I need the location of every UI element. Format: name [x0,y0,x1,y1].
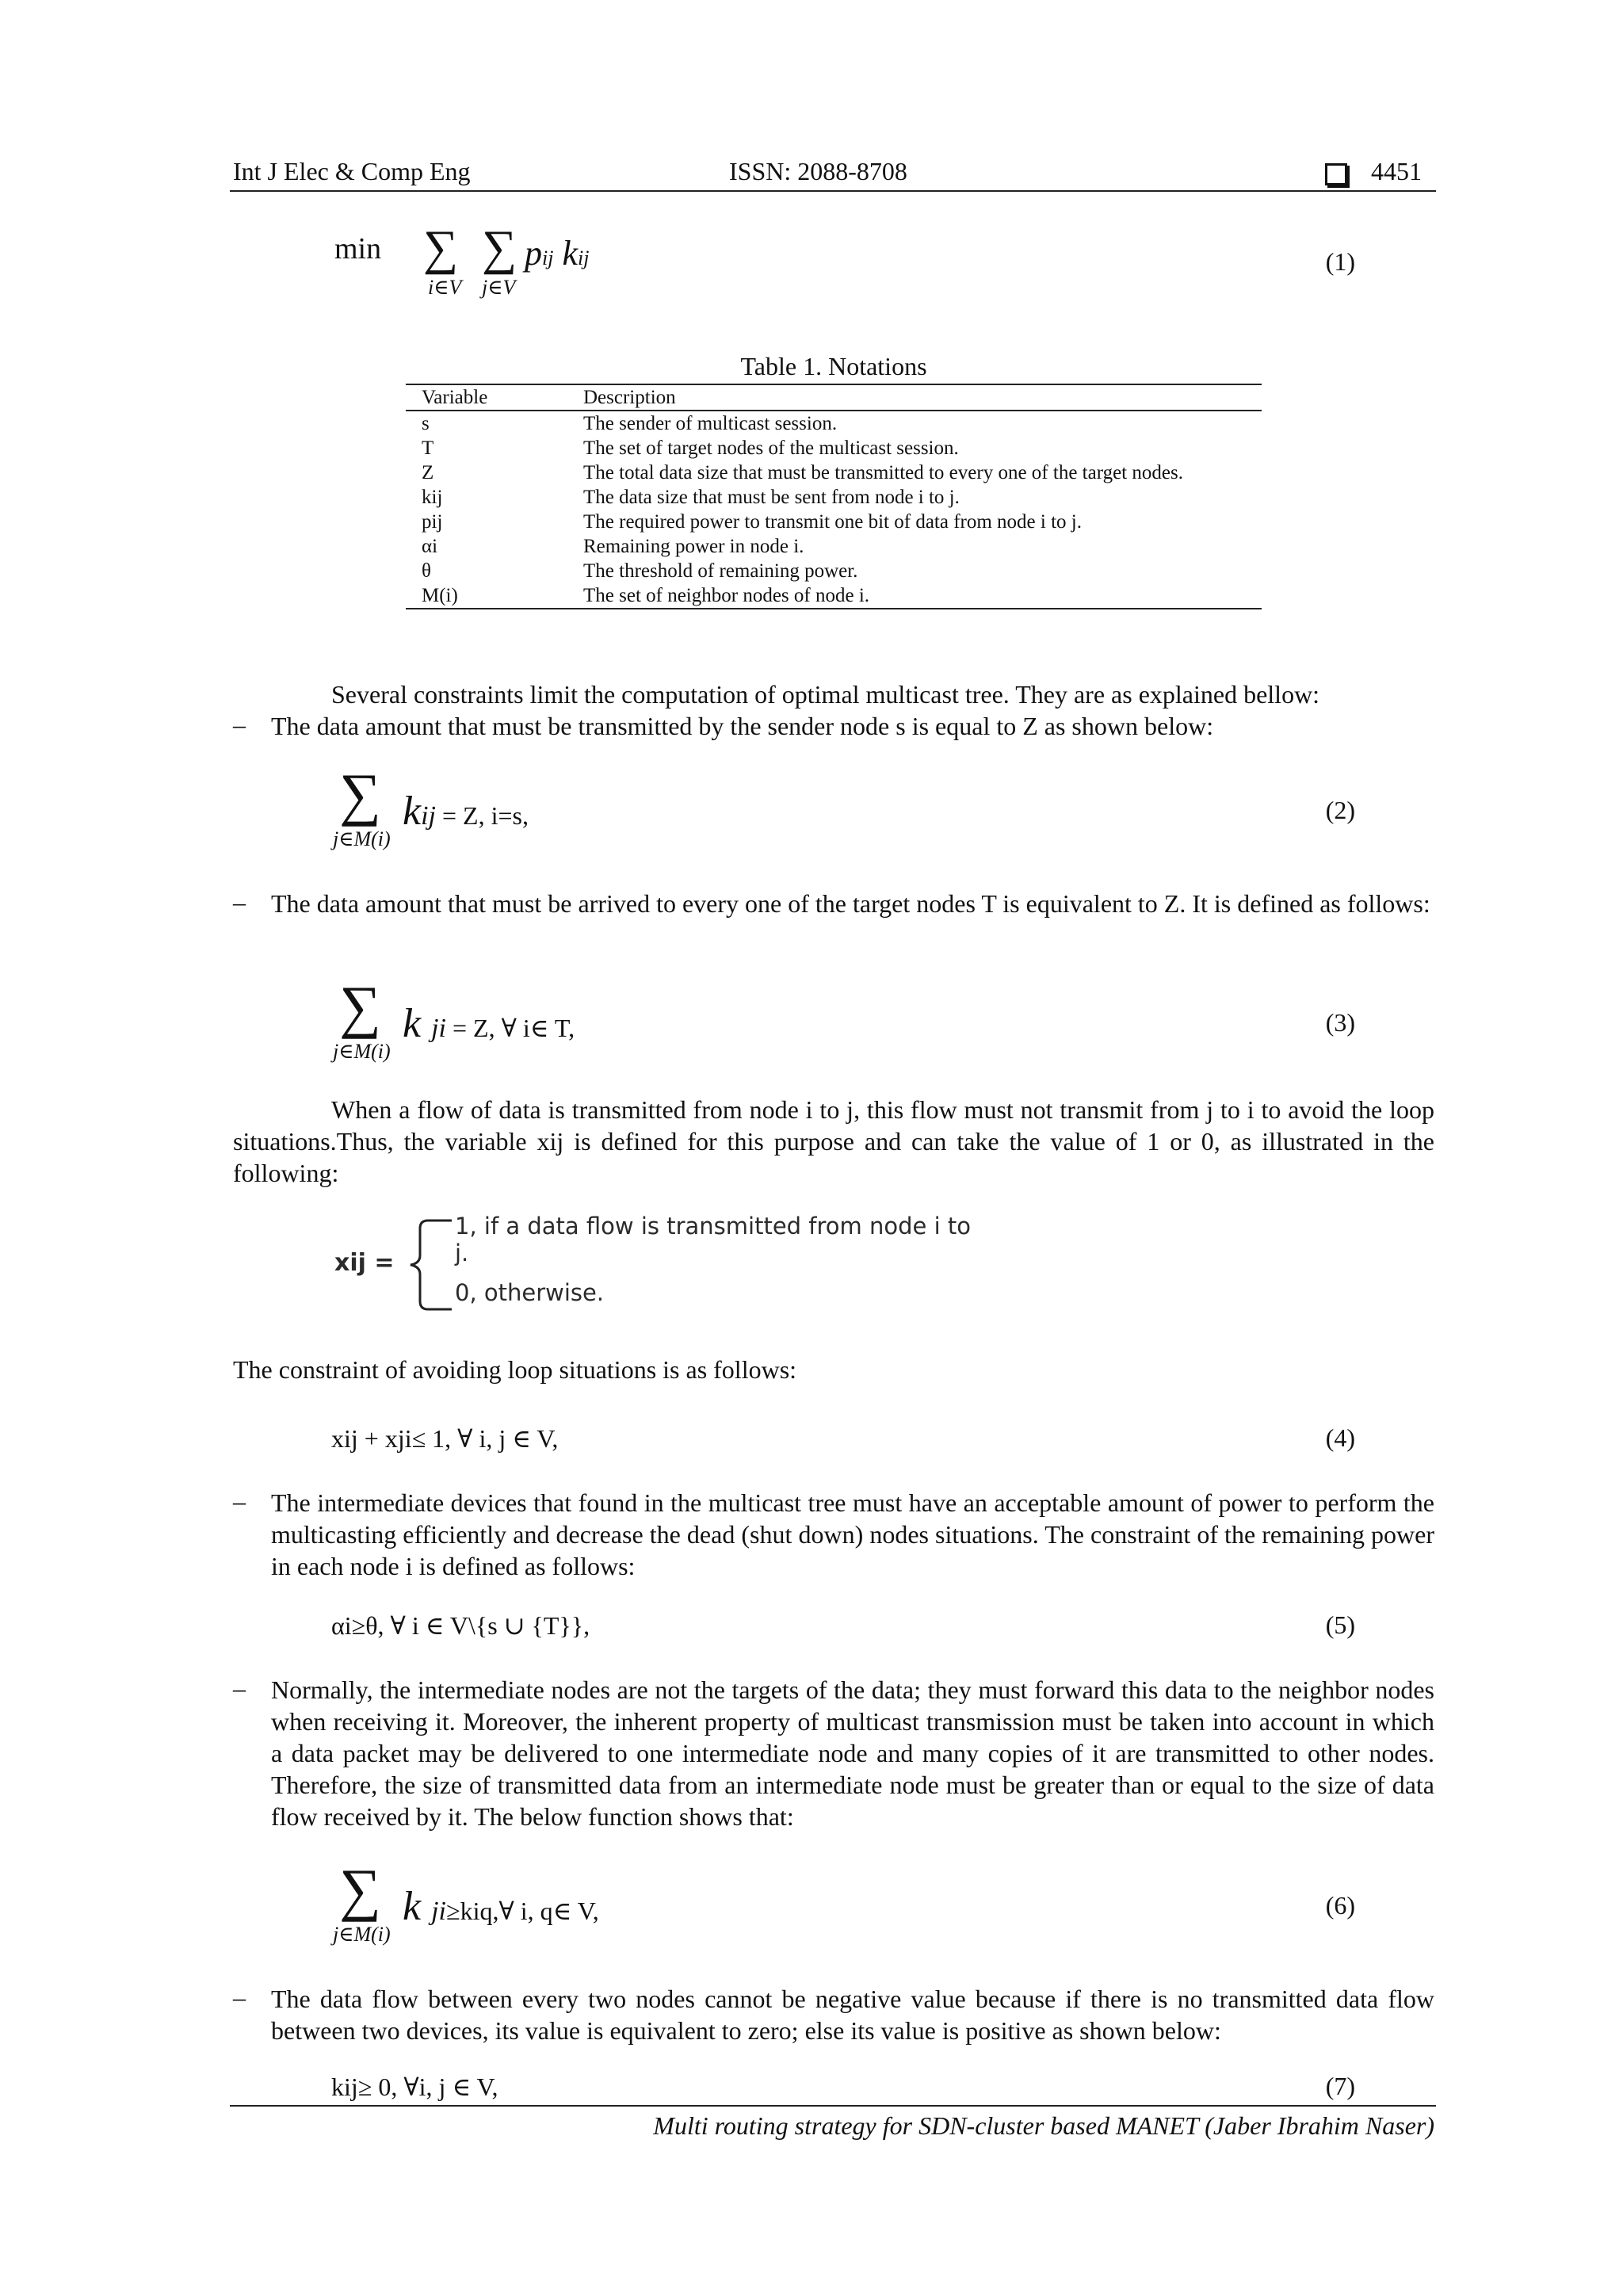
footer-rule [230,2105,1436,2107]
table-cell: The sender of multicast session. [583,413,838,434]
eq2-sum: ∑ [339,762,381,827]
table-row [406,583,1262,609]
table-header-row [406,385,1262,411]
paragraph: When a flow of data is transmitted from node i to j, this flow must not transmit from j to i to avoid the loop situations.Thus, the variable xij is defined for this purpose and can take the value of 1 or 0, as illustrated in the following: [233,1095,1434,1187]
bullet-text: The data flow between every two nodes cannot be negative value because if there is no transmitted data flow between two devices, its value is equivalent to zero; else its value is positive as shown below: [271,1985,1434,2045]
table-title: Table 1. Notations [740,352,927,380]
eq2-number: (2) [1325,796,1355,824]
table-cell: Remaining power in node i. [583,536,804,557]
table-cell: The total data size that must be transmitted to every one of the target nodes. [583,462,1183,483]
eq2-rhs: = Z, i=s, [442,801,529,830]
page-number-block [1325,155,1422,187]
eq3-sum: ∑ [339,975,381,1040]
xij-case1: 1, if a data flow is transmitted from node i to j. [455,1213,971,1266]
table-cell: θ [422,560,431,582]
eq1-sum-i: ∑ [423,221,459,275]
column-header: Variable [422,387,488,408]
table-row [406,510,1262,534]
eq1-sub-j: j∈V [482,276,516,299]
table-cell: s [422,413,430,434]
bullet-dash: – [233,1674,246,1702]
eq3-body: k ji = Z, ∀ i∈ T, [403,1001,575,1046]
page-number: 4451 [1371,157,1422,185]
table-cell: The threshold of remaining power. [583,560,858,582]
bullet-dash: – [233,710,246,739]
bullet-text: Normally, the intermediate nodes are not the targets of the data; they must forward this data to the neighbor nodes when receiving it. Moreover, the inherent property of multicast transmission must be taken into account in which a data packet may be delivered to one intermediate node and many copies of it are transmitted to other nodes. Therefore, the size of transmitted data from an intermediate node must be greater than or equal to the size of data flow received by it. The below function shows that: [271,1675,1434,1831]
bullet-dash: – [233,1983,246,2011]
eq6-sub: j∈M(i) [333,1923,391,1946]
table-cell: T [422,437,434,459]
table-cell: The data size that must be sent from node i to j. [583,487,960,508]
table-cell: Z [422,462,434,483]
eq4-expr: xij + xji≤ 1, ∀ i, j ∈ V, [331,1424,559,1453]
xij-lhs: xij = [334,1249,395,1277]
table-cell: pij [422,511,443,533]
bullet-dash: – [233,888,246,916]
bullet-dash: – [233,1487,246,1515]
brace-icon [396,1216,460,1314]
table-cell: The required power to transmit one bit of data from node i to j. [583,511,1082,533]
bullet-text: The data amount that must be transmitted by the sender node s is equal to Z as shown below: [271,712,1214,740]
xij-definition [334,1213,984,1316]
eq1-sum-j: ∑ [482,221,517,275]
header-rule [230,190,1436,192]
table-row [406,411,1262,436]
table-row [406,436,1262,460]
paragraph: Several constraints limit the computation of optimal multicast tree. They are as explained bellow: [331,680,1320,709]
eq2-body: kij = Z, i=s, [403,789,529,834]
eq3-sub: j∈M(i) [333,1040,391,1063]
eq1-sub-i: i∈V [428,276,462,299]
table-row [406,534,1262,559]
eq3-number: (3) [1325,1008,1355,1037]
notation-table [406,385,1262,609]
eq1-term: pij kij [525,234,590,273]
column-header: Description [583,387,676,408]
table-cell: The set of neighbor nodes of node i. [583,585,870,606]
xij-case2: 0, otherwise. [455,1279,605,1306]
table-row [406,559,1262,583]
eq1-number: (1) [1325,247,1355,276]
table-cell: M(i) [422,585,458,606]
eq2-sub: j∈M(i) [333,827,391,850]
eq7-number: (7) [1325,2072,1355,2100]
bullet-text: The data amount that must be arrived to every one of the target nodes T is equivalent to Z. It is defined as follows: [271,889,1430,918]
table-row [406,485,1262,510]
table-cell: kij [422,487,443,508]
eq4-number: (4) [1325,1423,1355,1452]
eq6-rhs: ≥kiq,∀ i, q∈ V, [446,1897,599,1925]
table-row [406,460,1262,485]
eq6-sum: ∑ [339,1858,381,1923]
eq5-expr: αi≥θ, ∀ i ∈ V\{s ∪ {T}}, [331,1611,590,1640]
eq1-min: min [334,232,382,266]
paragraph: The constraint of avoiding loop situations is as follows: [233,1355,797,1384]
eq3-rhs: = Z, ∀ i∈ T, [453,1014,575,1042]
eq5-number: (5) [1325,1610,1355,1639]
footer-text: Multi routing strategy for SDN-cluster based MANET (Jaber Ibrahim Naser) [653,2111,1434,2140]
bullet-text: The intermediate devices that found in the multicast tree must have an acceptable amount of power to perform the multicasting efficiently and decrease the dead (shut down) nodes situations. The constraint of the remaining power in each node i is defined as follows: [271,1488,1434,1580]
checkbox-icon [1325,163,1347,185]
issn: ISSN: 2088-8708 [729,157,907,185]
eq6-body: k ji≥kiq,∀ i, q∈ V, [403,1884,599,1929]
eq7-expr: kij≥ 0, ∀i, j ∈ V, [331,2073,498,2101]
eq6-number: (6) [1325,1891,1355,1920]
journal-name: Int J Elec & Comp Eng [233,157,471,185]
table-cell: The set of target nodes of the multicast session. [583,437,959,459]
table-cell: αi [422,536,438,557]
